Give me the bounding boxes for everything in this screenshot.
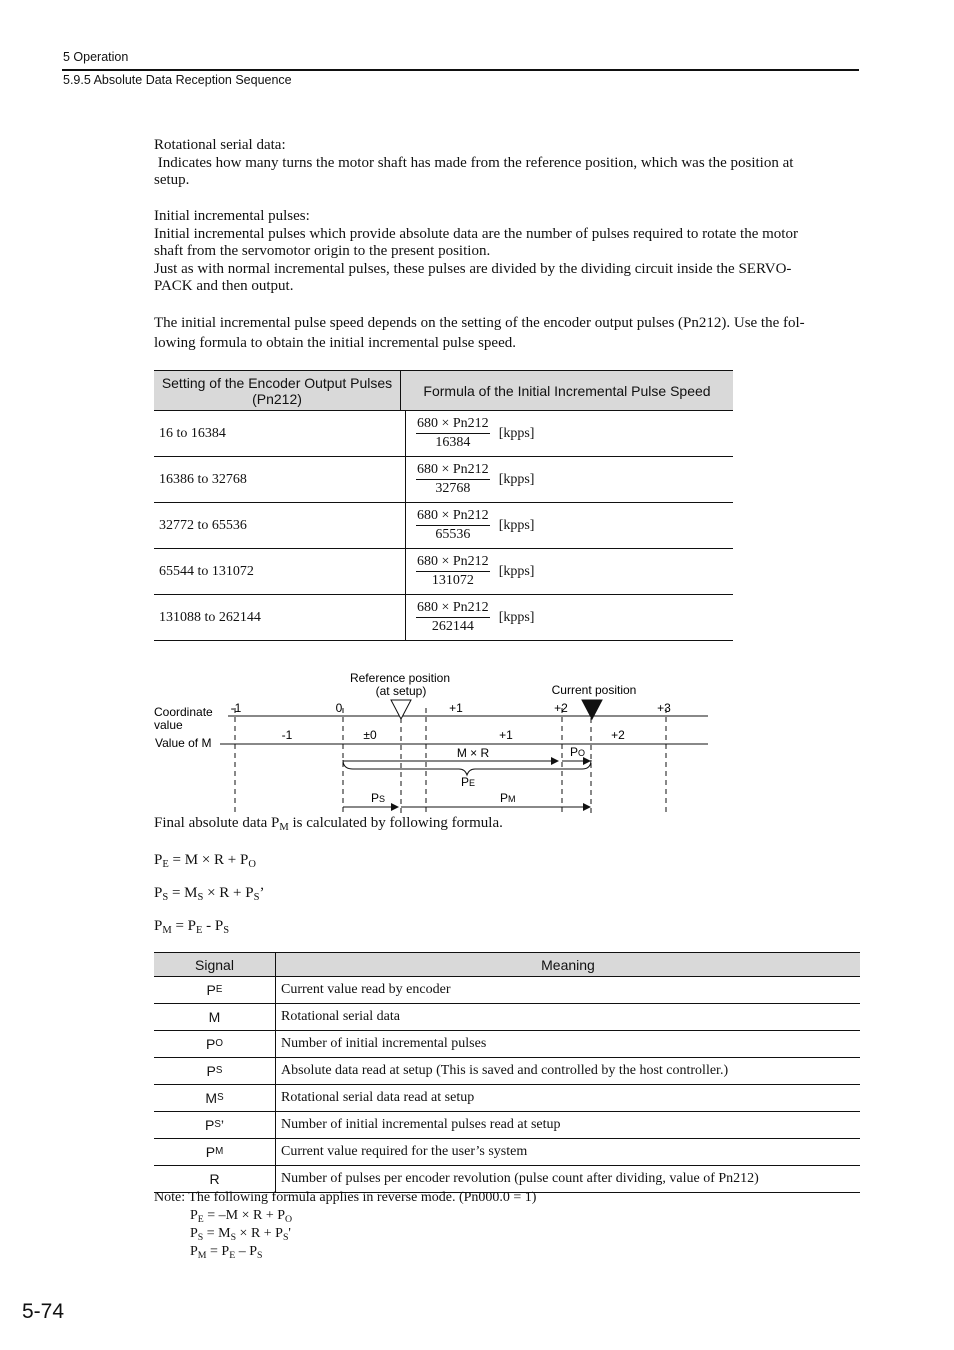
table-row	[154, 1004, 860, 1031]
m-tick: +2	[611, 728, 625, 742]
coordinate-label: value	[154, 718, 183, 732]
coord-tick: +2	[554, 701, 568, 715]
initial-paragraph	[154, 208, 854, 296]
header-signal: Signal	[154, 953, 276, 976]
table-row	[154, 1139, 860, 1166]
reverse-mode-note	[154, 1189, 536, 1261]
unit: [kpps]	[498, 609, 535, 625]
signal-cell: P S	[154, 1058, 276, 1084]
note-formula-ps: $P_S = M_S \times R + P_S'$	[190, 1226, 291, 1243]
denominator: 16384	[435, 435, 471, 450]
speed-paragraph	[154, 313, 854, 353]
signal-cell: P S ’	[154, 1112, 276, 1138]
table-row	[154, 549, 733, 595]
signal-cell: P E	[154, 977, 276, 1003]
initial-line: Just as with normal incremental pulses, these pulses are divided by the dividing circuit inside the SERVO-	[154, 260, 792, 277]
m-times-r-label: M × R	[456, 746, 490, 760]
position-diagram	[150, 668, 720, 818]
rotational-title: Rotational serial data:	[154, 137, 286, 153]
formula-cell	[406, 503, 733, 548]
formula-cell	[406, 549, 733, 594]
speed-line: The initial incremental pulse speed depends on the setting of the encoder output pulses (Pn212). Use the fol-	[154, 315, 805, 331]
formula-cell	[406, 595, 733, 640]
formula-cell	[406, 411, 733, 456]
table-row	[154, 411, 733, 457]
coordinate-label: Coordinate	[154, 705, 213, 719]
section-header: 5.9.5 Absolute Data Reception Sequence	[63, 73, 292, 87]
header-formula: Formula of the Initial Incremental Pulse Speed	[423, 382, 711, 399]
denominator: 32768	[435, 481, 471, 496]
rotational-line: Indicates how many turns the motor shaft has made from the reference position, which was the position at	[154, 154, 794, 171]
numerator: 680 × Pn212	[416, 462, 490, 480]
m-tick: ±0	[363, 728, 377, 742]
meaning-cell: Number of initial incremental pulses	[281, 1036, 487, 1051]
note-line: Note: The following formula applies in reverse mode. (Pn000.0 = 1)	[154, 1190, 537, 1205]
table-row	[154, 457, 733, 503]
header-setting-line: Setting of the Encoder Output Pulses	[161, 374, 393, 391]
numerator: 680 × Pn212	[416, 554, 490, 572]
range-cell: 65544 to 131072	[154, 549, 406, 594]
table-row	[154, 595, 733, 641]
numerator: 680 × Pn212	[416, 416, 490, 434]
table-row	[154, 503, 733, 549]
rotational-line: setup.	[154, 172, 190, 188]
header-setting-line: (Pn212)	[252, 390, 302, 407]
unit: [kpps]	[498, 563, 535, 579]
header-rule	[62, 69, 859, 71]
unit: [kpps]	[498, 517, 535, 533]
rotational-paragraph	[154, 137, 854, 190]
numerator: 680 × Pn212	[416, 600, 490, 618]
initial-line: Initial incremental pulses which provide absolute data are the number of pulses required to rotate the motor	[154, 225, 798, 242]
denominator: 65536	[435, 527, 471, 542]
coord-tick: +1	[449, 701, 463, 715]
signal-cell: M S	[154, 1085, 276, 1111]
m-tick: -1	[281, 728, 293, 742]
table-header-row	[154, 952, 860, 977]
range-cell: 16 to 16384	[154, 411, 406, 456]
meaning-cell: Absolute data read at setup (This is saved and controlled by the host controller.)	[281, 1063, 729, 1078]
ps-label: PS	[371, 791, 386, 805]
page-number: 5-74	[22, 1300, 65, 1323]
meaning-cell: Current value read by encoder	[281, 982, 451, 997]
reference-label: (at setup)	[375, 684, 427, 698]
range-cell: 16386 to 32768	[154, 457, 406, 502]
note-formula-pm: $P_M = P_E - P_S$	[190, 1244, 263, 1261]
coord-tick: +3	[657, 701, 671, 715]
signal-cell: P M	[154, 1139, 276, 1165]
header-meaning: Meaning	[541, 956, 595, 973]
table-row	[154, 1085, 860, 1112]
fraction	[416, 508, 490, 543]
unit: [kpps]	[498, 471, 535, 487]
meaning-cell: Number of initial incremental pulses read at setup	[281, 1117, 561, 1132]
reference-label: Reference position	[349, 671, 451, 685]
signal-cell: M	[154, 1004, 276, 1030]
po-label: PO	[570, 745, 586, 759]
pulse-speed-table	[154, 370, 733, 641]
denominator: 131072	[431, 573, 474, 588]
signal-cell: P O	[154, 1031, 276, 1057]
table-header-row	[154, 370, 733, 411]
range-cell: 32772 to 65536	[154, 503, 406, 548]
fraction	[416, 416, 490, 451]
table-row	[154, 1058, 860, 1085]
table-row	[154, 977, 860, 1004]
denominator: 262144	[431, 619, 474, 634]
pe-brace	[343, 760, 591, 775]
pm-label: PM	[500, 791, 516, 805]
initial-line: PACK and then output.	[154, 278, 294, 294]
fraction	[416, 462, 490, 497]
meaning-cell: Rotational serial data	[281, 1009, 400, 1024]
formula-intro: Final absolute data $P_M$ is calculated by following formula.	[154, 815, 503, 834]
pe-label: PE	[461, 775, 476, 789]
fraction	[416, 554, 490, 589]
fraction	[416, 600, 490, 635]
meaning-cell: Rotational serial data read at setup	[281, 1090, 475, 1105]
table-row	[154, 1031, 860, 1058]
value-m-label: Value of M	[155, 736, 212, 750]
formula-ps: $P_S = M_S \times R + P_S$’	[154, 885, 265, 904]
m-tick: +1	[499, 728, 513, 742]
range-cell: 131088 to 262144	[154, 595, 406, 640]
formula-pe: $P_E = M \times R + P_O$	[154, 852, 256, 871]
formula-pm: $P_M = P_E - P_S$	[154, 918, 230, 937]
numerator: 680 × Pn212	[416, 508, 490, 526]
meaning-cell: Number of pulses per encoder revolution (pulse count after dividing, value of Pn212)	[281, 1171, 759, 1186]
unit: [kpps]	[498, 425, 535, 441]
header-setting	[154, 371, 401, 410]
meaning-cell: Current value required for the user’s system	[281, 1144, 528, 1159]
table-row	[154, 1112, 860, 1139]
signal-cell: R	[154, 1166, 276, 1192]
signal-table	[154, 952, 860, 1193]
initial-title: Initial incremental pulses:	[154, 208, 310, 224]
coord-tick: 0	[335, 701, 343, 715]
chapter-header: 5 Operation	[63, 50, 129, 64]
note-formula-pe: $P_E = -M \times R + P_O$	[190, 1208, 293, 1225]
coord-tick: -1	[230, 701, 242, 715]
speed-line: lowing formula to obtain the initial incremental pulse speed.	[154, 335, 516, 351]
initial-line: shaft from the servomotor origin to the present position.	[154, 243, 491, 259]
formula-cell	[406, 457, 733, 502]
current-label: Current position	[551, 683, 637, 697]
